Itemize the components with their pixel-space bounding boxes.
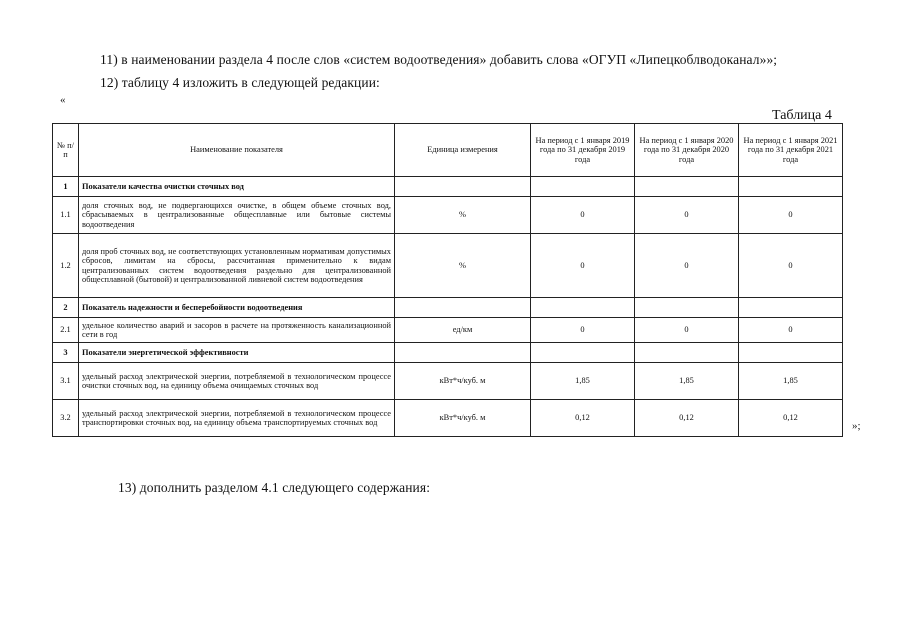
- empty-cell: [635, 177, 739, 197]
- section-number: 2: [53, 298, 79, 318]
- empty-cell: [395, 298, 531, 318]
- section-title: Показатели качества очистки сточных вод: [79, 177, 395, 197]
- empty-cell: [739, 298, 843, 318]
- indicator-name: удельный расход электрической энергии, потребляемой в технологическом процессе транспортировки сточных вод, на единицу объема транспортируемых сточных вод: [79, 400, 395, 437]
- header-name: Наименование показателя: [79, 124, 395, 177]
- value-2019: 0: [531, 318, 635, 343]
- unit: кВт*ч/куб. м: [395, 363, 531, 400]
- empty-cell: [531, 343, 635, 363]
- header-period-2020: На период с 1 января 2020 года по 31 декабря 2020 года: [635, 124, 739, 177]
- section-row: [53, 343, 843, 363]
- paragraph-11: 11) в наименовании раздела 4 после слов «систем водоотведения» добавить слова «ОГУП «Липецкоблводоканал»»;: [100, 52, 778, 67]
- section-title: Показатели энергетической эффективности: [79, 343, 395, 363]
- unit: %: [395, 197, 531, 234]
- value-2021: 0,12: [739, 400, 843, 437]
- value-2020: 0: [635, 318, 739, 343]
- table-row: [53, 363, 843, 400]
- indicators-table: [52, 123, 843, 437]
- header-period-2019: На период с 1 января 2019 года по 31 декабря 2019 года: [531, 124, 635, 177]
- row-number: 2.1: [53, 318, 79, 343]
- table-caption: Таблица 4: [772, 108, 832, 123]
- indicator-name: удельное количество аварий и засоров в расчете на протяженность канализационной сети в год: [79, 318, 395, 343]
- value-2019: 0: [531, 197, 635, 234]
- closing-quote: »;: [852, 420, 861, 432]
- table-row: [53, 234, 843, 298]
- header-period-2021: На период с 1 января 2021 года по 31 декабря 2021 года: [739, 124, 843, 177]
- empty-cell: [635, 343, 739, 363]
- table-row: [53, 318, 843, 343]
- section-row: [53, 298, 843, 318]
- row-number: 3.2: [53, 400, 79, 437]
- indicator-name: доля сточных вод, не подвергающихся очистке, в общем объеме сточных вод, сбрасываемых в централизованные общесплавные или бытовые системы водоотведения: [79, 197, 395, 234]
- value-2020: 1,85: [635, 363, 739, 400]
- value-2021: 0: [739, 318, 843, 343]
- value-2021: 1,85: [739, 363, 843, 400]
- header-unit: Единица измерения: [395, 124, 531, 177]
- row-number: 1.2: [53, 234, 79, 298]
- value-2020: 0: [635, 234, 739, 298]
- value-2021: 0: [739, 197, 843, 234]
- indicator-name: доля проб сточных вод, не соответствующих установленным нормативам допустимых сбросов, лимитам на сбросы, рассчитанная применительно к видам централизованных систем водоотведения раздельно для централизованной общесплавной (бытовой) и централизованной ливневой систем водоотведения: [79, 234, 395, 298]
- section-title: Показатель надежности и бесперебойности водоотведения: [79, 298, 395, 318]
- empty-cell: [531, 298, 635, 318]
- table-row: [53, 197, 843, 234]
- empty-cell: [395, 177, 531, 197]
- opening-quote: «: [60, 94, 66, 106]
- unit: %: [395, 234, 531, 298]
- empty-cell: [739, 177, 843, 197]
- value-2020: 0,12: [635, 400, 739, 437]
- table-header-row: [53, 124, 843, 177]
- indicator-name: удельный расход электрической энергии, потребляемой в технологическом процессе очистки сточных вод, на единицу объема очищаемых сточных вод: [79, 363, 395, 400]
- value-2021: 0: [739, 234, 843, 298]
- empty-cell: [531, 177, 635, 197]
- header-num: № п/п: [53, 124, 79, 177]
- section-number: 1: [53, 177, 79, 197]
- section-number: 3: [53, 343, 79, 363]
- row-number: 3.1: [53, 363, 79, 400]
- unit: кВт*ч/куб. м: [395, 400, 531, 437]
- section-row: [53, 177, 843, 197]
- empty-cell: [395, 343, 531, 363]
- row-number: 1.1: [53, 197, 79, 234]
- unit: ед/км: [395, 318, 531, 343]
- paragraph-12: 12) таблицу 4 изложить в следующей редакции:: [100, 75, 380, 90]
- value-2019: 1,85: [531, 363, 635, 400]
- table-row: [53, 400, 843, 437]
- empty-cell: [635, 298, 739, 318]
- paragraph-13: 13) дополнить разделом 4.1 следующего содержания:: [118, 480, 431, 495]
- empty-cell: [739, 343, 843, 363]
- value-2020: 0: [635, 197, 739, 234]
- value-2019: 0: [531, 234, 635, 298]
- value-2019: 0,12: [531, 400, 635, 437]
